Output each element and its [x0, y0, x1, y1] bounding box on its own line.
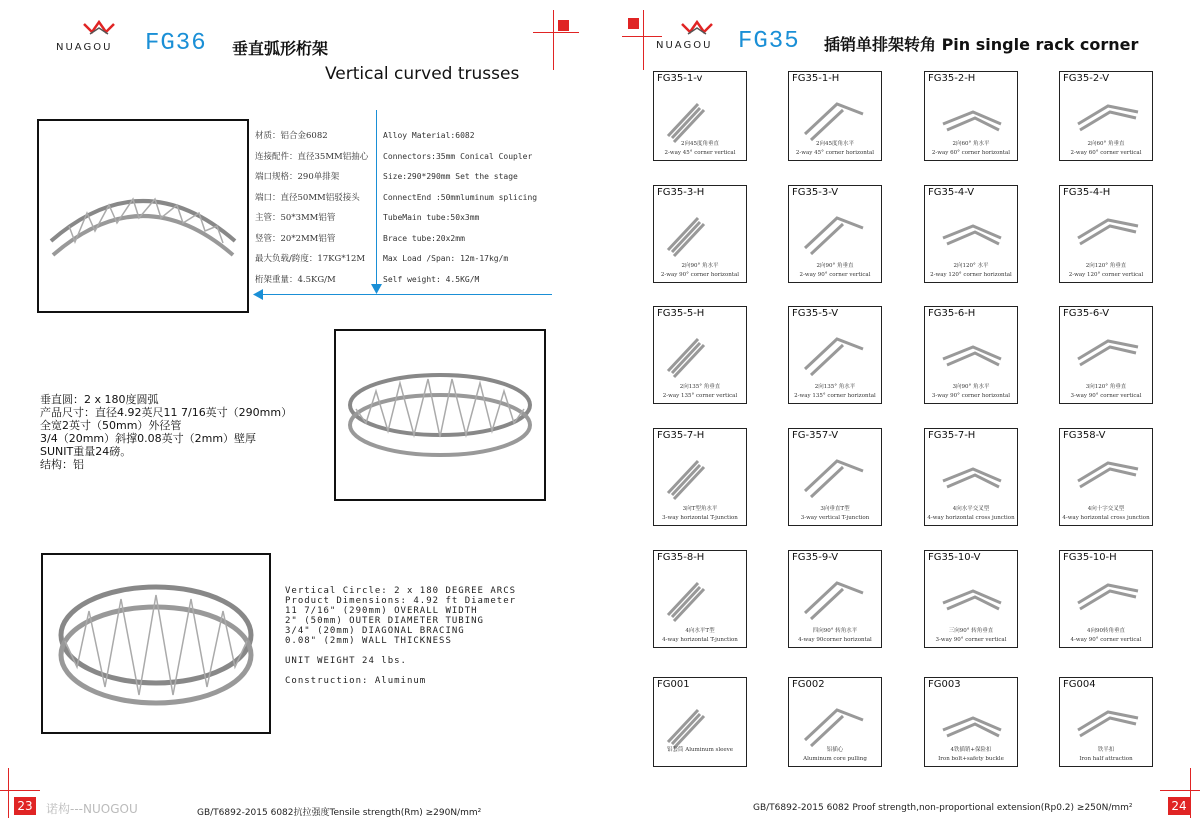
product-illustration: [658, 198, 742, 260]
spec-cn: 材质：铝合金6082: [255, 131, 328, 141]
product-cell: [788, 71, 882, 161]
product-cell: [653, 428, 747, 526]
product-illustration: [1064, 84, 1148, 146]
spacer: [285, 646, 516, 656]
page-number: 24: [1168, 797, 1190, 815]
nuagou-logo-icon: [680, 18, 714, 38]
caption-en: 4-way horizontal cross junction: [1062, 515, 1150, 521]
product-code: FG35-6-V: [1063, 308, 1110, 319]
crop-mark-square: [558, 20, 569, 31]
product-illustration: [793, 690, 877, 752]
caption-en: 3-way 90° corner vertical: [1070, 393, 1142, 399]
circle-truss-angled-illustration: [43, 555, 269, 732]
brand-name: NUAGOU: [656, 40, 713, 51]
product-code: FG-357-V: [792, 430, 839, 441]
desc-cn-line: 3/4（20mm）斜撑0.08英寸（2mm）壁厚: [40, 432, 257, 445]
caption-en: Iron half attraction: [1079, 756, 1133, 762]
specs-en-list: [383, 126, 537, 290]
spec-cn: 连接配件：直径35MM铝抽心: [255, 151, 369, 162]
caption-en: 2-way 90° corner horizontal: [660, 272, 740, 278]
arrow-down-icon: [371, 284, 382, 294]
section-title: 插销单排架转角 Pin single rack corner: [824, 35, 1139, 54]
product-code: FG35-10-V: [928, 552, 981, 563]
model-code: FG36: [145, 30, 207, 57]
product-cell: [788, 306, 882, 404]
product-code: FG35-3-H: [657, 187, 705, 198]
product-cell: [1059, 428, 1153, 526]
product-code: FG35-4-H: [1063, 187, 1111, 198]
caption-cn: 4向水平T型: [685, 628, 715, 634]
caption-cn: 3向120° 角垂直: [1085, 384, 1127, 390]
product-cell: [924, 71, 1018, 161]
desc-en-line: UNIT WEIGHT 24 lbs.: [285, 656, 407, 666]
description-en: [285, 586, 516, 686]
product-cell: [1059, 185, 1153, 283]
product-cell: [924, 428, 1018, 526]
spec-en: Self weight: 4.5KG/M: [383, 274, 480, 284]
spec-en: Alloy Material:6082: [383, 131, 475, 140]
caption-en: 2-way 135° corner horizontal: [794, 393, 876, 399]
desc-cn-line: 产品尺寸：直径4.92英尺11 7/16英寸（290mm）: [40, 406, 293, 419]
product-cell: [924, 185, 1018, 283]
spec-en: ConnectEnd :50mmluminum splicing: [383, 192, 538, 202]
product-cell: [653, 71, 747, 161]
caption-en: 4-way 90° corner vertical: [1070, 637, 1142, 643]
caption-en: 2-way 135° corner vertical: [662, 393, 738, 399]
specs-cn-list: [255, 126, 368, 290]
spec-cn: 桁架重量：4.5KG/M: [255, 274, 336, 285]
product-cell: [653, 185, 747, 283]
desc-en-line: 0.08" (2mm) WALL THICKNESS: [285, 636, 452, 646]
product-code: FG35-1-v: [657, 73, 703, 84]
product-cell: [653, 677, 747, 767]
product-illustration: [929, 441, 1013, 503]
product-illustration: [793, 319, 877, 381]
circle-truss-illustration: [336, 331, 544, 499]
product-cell: [924, 550, 1018, 648]
caption-cn: 4向十字交叉型: [1087, 506, 1125, 512]
product-code: FG002: [792, 679, 825, 690]
caption-cn: 三向90° 转角垂直: [948, 628, 994, 634]
product-code: FG35-4-V: [928, 187, 975, 198]
desc-en-line: 3/4" (20mm) DIAGONAL BRACING: [285, 626, 465, 636]
product-illustration: [793, 563, 877, 625]
product-cell: [1059, 550, 1153, 648]
caption-en: 2-way 45° corner horizontal: [795, 150, 875, 156]
caption-cn: 3向垂直T型: [820, 506, 850, 512]
product-code: FG35-6-H: [928, 308, 976, 319]
blue-guide-line: [376, 110, 377, 290]
product-code: FG35-8-H: [657, 552, 705, 563]
spec-cn: 竖管：20*2MM铝管: [255, 233, 336, 244]
product-code: FG35-10-H: [1063, 552, 1117, 563]
model-code: FG35: [738, 28, 800, 55]
product-illustration: [1064, 563, 1148, 625]
product-illustration: [929, 563, 1013, 625]
arrow-left-icon: [253, 289, 263, 300]
product-cell: [653, 550, 747, 648]
product-code: FG35-5-V: [792, 308, 839, 319]
product-image-circle-angle: [41, 553, 271, 734]
crop-mark: [1190, 768, 1191, 818]
desc-en-line: Product Dimensions: 4.92 ft Diameter: [285, 596, 517, 606]
footer-standard: GB/T6892-2015 6082抗拉强度Tensile strength(Rm) ≥290N/mm²: [197, 808, 482, 818]
spec-en: Brace tube:20x2mm: [383, 233, 465, 243]
product-cell: [788, 677, 882, 767]
product-illustration: [1064, 198, 1148, 260]
nuagou-logo-icon: [82, 18, 116, 38]
product-cell: [1059, 677, 1153, 767]
caption-cn: 2向45度角垂直: [681, 141, 719, 147]
product-cell: [788, 428, 882, 526]
product-illustration: [929, 198, 1013, 260]
caption-cn: 铝套筒 Aluminum sleeve: [667, 747, 733, 753]
product-illustration: [658, 319, 742, 381]
caption-cn: 3向T型角水平: [682, 506, 718, 512]
product-illustration: [1064, 690, 1148, 752]
caption-cn: 四向90° 转角水平: [812, 628, 858, 634]
product-cell: [1059, 306, 1153, 404]
caption-cn: 2向90° 角水平: [681, 263, 719, 269]
caption-cn: 2向135° 角水平: [814, 384, 856, 390]
spacer: [285, 666, 516, 676]
spec-en: Max Load /Span: 12m-17kg/m: [383, 254, 509, 263]
crop-mark: [0, 790, 40, 791]
caption-en: 3-way horizontal T-junction: [662, 515, 738, 521]
product-illustration: [929, 319, 1013, 381]
product-code: FG35-2-H: [928, 73, 976, 84]
caption-en: Aluminum core pulling: [803, 756, 867, 762]
desc-cn-line: 全宽2英寸（50mm）外径管: [40, 419, 182, 432]
spec-en: TubeMain tube:50x3mm: [383, 213, 480, 222]
caption-en: 4-way 90corner horizontal: [798, 637, 872, 643]
desc-cn-line: 结构：铝: [40, 458, 84, 471]
spec-cn: 端口规格：290单排架: [255, 172, 340, 182]
product-illustration: [929, 84, 1013, 146]
product-code: FG35-3-V: [792, 187, 839, 198]
product-illustration: [793, 198, 877, 260]
caption-cn: 2向60° 角垂直: [1087, 141, 1125, 147]
curved-truss-illustration: [39, 121, 247, 311]
product-illustration: [929, 690, 1013, 752]
caption-en: 2-way 60° corner horizontal: [931, 150, 1011, 156]
caption-cn: 3向90° 角水平: [952, 384, 990, 390]
product-code: FG003: [928, 679, 961, 690]
product-code: FG004: [1063, 679, 1096, 690]
desc-cn-line: 垂直圆：2 x 180度圆弧: [40, 393, 159, 406]
caption-cn: 2向120° 水平: [953, 263, 989, 269]
desc-en-line: 2" (50mm) OUTER DIAMETER TUBING: [285, 616, 484, 626]
product-code: FG35-1-H: [792, 73, 840, 84]
caption-en: 2-way 120° corner horizontal: [930, 272, 1012, 278]
footer-brand: 诺构---NUOGOU: [46, 802, 138, 816]
spec-cn: 主管：50*3MM铝管: [255, 213, 336, 223]
brand-name: NUAGOU: [56, 42, 113, 53]
product-code: FG35-5-H: [657, 308, 705, 319]
product-cell: [788, 550, 882, 648]
caption-en: 2-way 60° corner vertical: [1070, 150, 1142, 156]
product-illustration: [658, 441, 742, 503]
footer-standard: GB/T6892-2015 6082 Proof strength,non-proportional extension(Rp0.2) ≥250N/mm²: [753, 803, 1133, 813]
crop-mark-square: [628, 18, 639, 29]
crop-mark: [622, 36, 662, 37]
caption-cn: 2向90° 角垂直: [816, 263, 854, 269]
product-illustration: [1064, 319, 1148, 381]
title-cn: 垂直弧形桁架: [232, 39, 329, 58]
product-illustration: [658, 690, 742, 752]
product-illustration: [658, 84, 742, 146]
product-code: FG35-7-H: [657, 430, 705, 441]
page-number: 23: [14, 797, 36, 815]
product-code: FG358-V: [1063, 430, 1106, 441]
caption-en: 2-way 45° corner vertical: [664, 150, 736, 156]
caption-en: 3-way 90° corner vertical: [935, 637, 1007, 643]
product-code: FG35-2-V: [1063, 73, 1110, 84]
desc-cn-line: SUNIT重量24磅。: [40, 445, 132, 458]
caption-en: 2-way 90° corner vertical: [799, 272, 871, 278]
crop-mark: [553, 10, 554, 70]
spec-cn: 最大负载/跨度：17KG*12M: [255, 254, 366, 264]
product-code: FG001: [657, 679, 690, 690]
description-cn: [40, 393, 292, 471]
product-code: FG35-7-H: [928, 430, 976, 441]
product-image-circle-side: [334, 329, 546, 501]
caption-en: 2-way 120° corner vertical: [1068, 272, 1144, 278]
desc-en-line: 11 7/16" (290mm) OVERALL WIDTH: [285, 606, 478, 616]
caption-cn: 2向135° 角垂直: [679, 384, 721, 390]
caption-cn: 铁半扣: [1097, 747, 1115, 753]
product-image-arc: [37, 119, 249, 313]
product-cell: [924, 306, 1018, 404]
caption-cn: 2向45度角水平: [816, 141, 854, 147]
product-illustration: [1064, 441, 1148, 503]
product-illustration: [793, 441, 877, 503]
product-illustration: [658, 563, 742, 625]
caption-cn: 2向60° 角水平: [952, 141, 990, 147]
caption-en: Iron bolt+safety buckle: [938, 756, 1004, 762]
caption-cn: 4向水平交叉型: [952, 506, 990, 512]
spec-en: Size:290*290mm Set the stage: [383, 172, 518, 181]
title-en: Vertical curved trusses: [325, 64, 520, 84]
caption-en: 4-way horizontal T-junction: [662, 637, 738, 643]
crop-mark: [1160, 790, 1200, 791]
product-cell: [924, 677, 1018, 767]
crop-mark: [8, 768, 9, 818]
product-cell: [653, 306, 747, 404]
caption-cn: 4铁插销+保险扣: [950, 747, 992, 753]
desc-en-line: Construction: Aluminum: [285, 676, 427, 686]
blue-guide-line: [262, 294, 552, 295]
product-code: FG35-9-V: [792, 552, 839, 563]
desc-en-line: Vertical Circle: 2 x 180 DEGREE ARCS: [285, 586, 517, 596]
product-cell: [788, 185, 882, 283]
caption-en: 3-way vertical T-junction: [800, 515, 870, 521]
caption-cn: 4向90转角垂直: [1087, 628, 1125, 634]
caption-en: 3-way 90° corner horizontal: [931, 393, 1011, 399]
spec-en: Connectors:35mm Conical Coupler: [383, 151, 533, 161]
caption-en: 4-way horizontal cross junction: [927, 515, 1015, 521]
crop-mark: [533, 32, 579, 33]
spec-cn: 端口：直径50MM铝驳接头: [255, 192, 360, 203]
crop-mark: [643, 10, 644, 70]
caption-cn: 铝插心: [826, 747, 844, 753]
product-cell: [1059, 71, 1153, 161]
product-illustration: [793, 84, 877, 146]
caption-cn: 2向120° 角垂直: [1085, 263, 1127, 269]
